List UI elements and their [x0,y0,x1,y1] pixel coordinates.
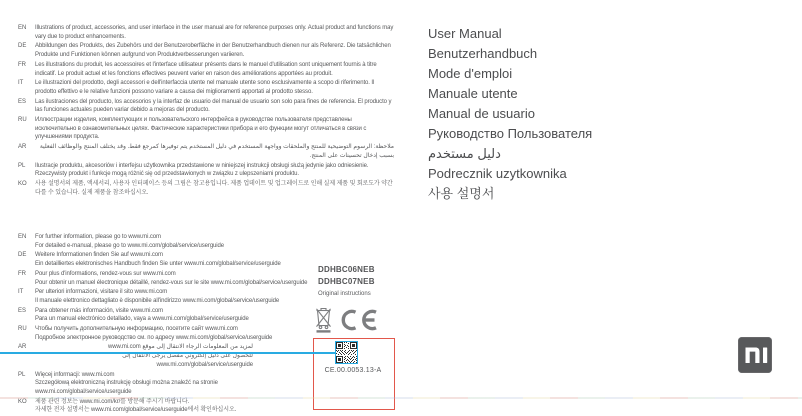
lang-code: DE [18,43,27,50]
lang-code: RU [18,326,27,333]
model-number-2: DDHBC07NEB [318,276,375,286]
lang-code: FR [18,61,26,68]
disclaimer-text: Le illustrazioni del prodotto, degli accessori e dell'interfaccia utente nel manuale utente sono esclusivamente a scopo di riferimento. Il prodotto effettivo e le relative funzioni possono variare a causa dei miglioramenti apportati al prodotto stesso. [35,80,375,95]
disclaimer-text: Illustrations of product, accessories, and user interface in the user manual are for reference purposes only. Actual product and functions may vary due to product enhancements. [35,25,394,40]
info-line: For detailed e-manual, please go to www.mi.com/global/service/userguide [35,242,224,249]
lang-code: ES [18,98,27,105]
lang-code: DE [18,252,27,259]
title-fr: Mode d'emploi [428,66,513,81]
info-entry-es [18,307,310,324]
lang-code: IT [18,289,24,296]
original-instructions-label: Original instructions [318,291,371,297]
lang-code: RU [18,117,27,124]
info-line: 제품 관련 정보는 www.mi.com/kr/를 방문해 주시기 바랍니다. [35,398,190,405]
title-ru: Руководство Пользователя [428,126,593,141]
manual-titles [428,24,592,204]
lang-code: IT [18,80,24,87]
disclaimer-entry-ar [18,143,394,160]
print-trim-line [0,397,802,399]
info-line: 자세한 전자 설명서는 www.mi.com/global/service/userguide에서 확인하십시오. [35,407,237,414]
disclaimer-block [18,24,394,198]
disclaimer-text: Les illustrations du produit, les accessoires et l'interface utilisateur présents dans le manuel d'utilisation sont uniquement fournis à titre indicatif. Le produit actuel et les fonctions effectives peuvent varier en raison des améliorations apportées au produit. [35,61,377,77]
disclaimer-text: 사용 설명서의 제품, 액세서리, 사용자 인터페이스 등의 그림은 참고용입니다. 제품 업데이트 및 업그레이드로 인해 실제 제품 및 회로도가 약간 다를 수 있습니다. 실제 제품을 참조하십시오. [35,180,393,196]
qr-code [335,341,358,364]
disclaimer-entry-es [18,98,394,115]
disclaimer-entry-pl [18,162,394,179]
info-entry-fr [18,270,310,287]
lang-code: FR [18,270,26,277]
lang-code: EN [18,25,27,31]
info-line: Il manuale elettronico dettagliato è disponibile all'indirizzo www.mi.com/global/service/userguide [35,297,280,304]
info-line: For further information, please go to www.mi.com [35,234,161,240]
info-line: Ein detailliertes elektronisches Handbuch finden Sie unter www.mi.com/global/service/userguide [35,261,281,268]
disclaimer-text: Ilustracje produktu, akcesoriów i interfejsu użytkownika przedstawione w niniejszej instrukcji obsługi służą jedynie jako odniesienie. Rzeczywisty produkt i funkcje mogą różnić się od przedstawionych w związku z ulepszeniami produktu. [35,162,369,178]
info-line: Szczegółową elektroniczną instrukcję obsługi można znaleźć na stronie www.mi.com/global/service/userguide [35,380,218,395]
info-line: Para obtener más información, visite www.mi.com [35,307,164,314]
title-de: Benutzerhandbuch [428,46,538,61]
weee-crossed-bin-icon [314,303,333,338]
disclaimer-entry-de [18,42,394,59]
lang-code: PL [18,371,26,378]
info-line: Para un manual electrónico detallado, vaya a www.mi.com/global/service/userguide [35,316,249,323]
info-entry-ko [18,398,310,415]
lang-code: PL [18,162,26,169]
disclaimer-entry-en [18,24,394,41]
info-block [18,233,310,416]
disclaimer-text: Abbildungen des Produkts, des Zubehörs und der Benutzeroberfläche in der Benutzerhandbuch dienen nur als Referenz. Die tatsächlichen Produkte und Funktionen können aufgrund von Produktverbesserungen variieren. [35,43,391,59]
title-ko: 사용 설명서 [428,186,495,201]
info-line: Pour plus d'informations, rendez-vous sur www.mi.com [35,270,176,277]
info-line: Weitere Informationen finden Sie auf www.mi.com [35,252,163,259]
info-line: Pour obtenir un manuel électronique détaillé, rendez-vous sur le site www.mi.com/global/service/userguide [35,279,308,286]
lang-code: AR [18,344,27,351]
info-entry-ar [18,343,310,369]
lang-code: KO [18,180,27,187]
info-entry-ru [18,325,310,342]
info-entry-pl [18,371,310,397]
mi-logo [738,337,772,373]
model-number-1: DDHBC06NEB [318,265,375,274]
disclaimer-text: Las ilustraciones del producto, los accesorios y la interfaz de usuario del manual de usuario son solo para fines de referencia. El producto y las funciones actuales pueden variar debido a mejoras del producto. [35,98,392,114]
disclaimer-entry-it [18,79,394,96]
disclaimer-entry-ru [18,116,394,142]
info-entry-de [18,251,310,268]
title-en: User Manual [428,26,502,41]
title-es: Manual de usuario [428,106,535,121]
title-pl: Podrecznik uzytkownika [428,166,567,181]
lang-code: AR [18,144,27,151]
ce-mark-icon [336,308,378,337]
disclaimer-entry-fr [18,61,394,78]
lang-code: ES [18,307,27,314]
info-line: للحصول على دليل إلكتروني مفصل يرجى الانتقال إلى www.mi.com/global/service/userguide [122,353,253,368]
lang-code: EN [18,234,27,240]
info-entry-it [18,288,310,305]
disclaimer-text: Иллюстрации изделия, комплектующих и пользовательского интерфейса в руководстве пользователя представлены исключительно в ознакомительных целях. Фактические характеристики прибора и его функции могут отличаться в связи с улучшениями продукта. [35,117,367,141]
disclaimer-text: ملاحظة: الرسوم التوضيحية للمنتج والملحقات وواجهة المستخدم في دليل المستخدم يتم توفيرها كمرجع فقط. وقد يختلف المنتج والوظائف الفعلية بسبب إدخال تحسينات على المنتج. [39,144,394,159]
disclaimer-entry-ko [18,180,394,197]
info-line: لمزيد من المعلومات الرجاء الانتقال إلى موقع www.mi.com [107,344,253,351]
info-entry-en [18,233,310,250]
annotation-callout-line [0,352,335,354]
title-ar: دليل مستخدم [428,146,501,161]
info-line: Подробное электронное руководство см. по адресу www.mi.com/global/service/userguide [35,334,273,341]
model-block [318,264,375,297]
certification-code: CE.00.0053.13-A [324,367,382,374]
info-line: Więcej informacji: www.mi.com [35,371,115,378]
info-line: Per ulteriori informazioni, visitare il sito www.mi.com [35,289,168,296]
title-it: Manuale utente [428,86,518,101]
info-line: Чтобы получить дополнительную информацию, посетите сайт www.mi.com [35,326,238,333]
lang-code: KO [18,398,27,405]
